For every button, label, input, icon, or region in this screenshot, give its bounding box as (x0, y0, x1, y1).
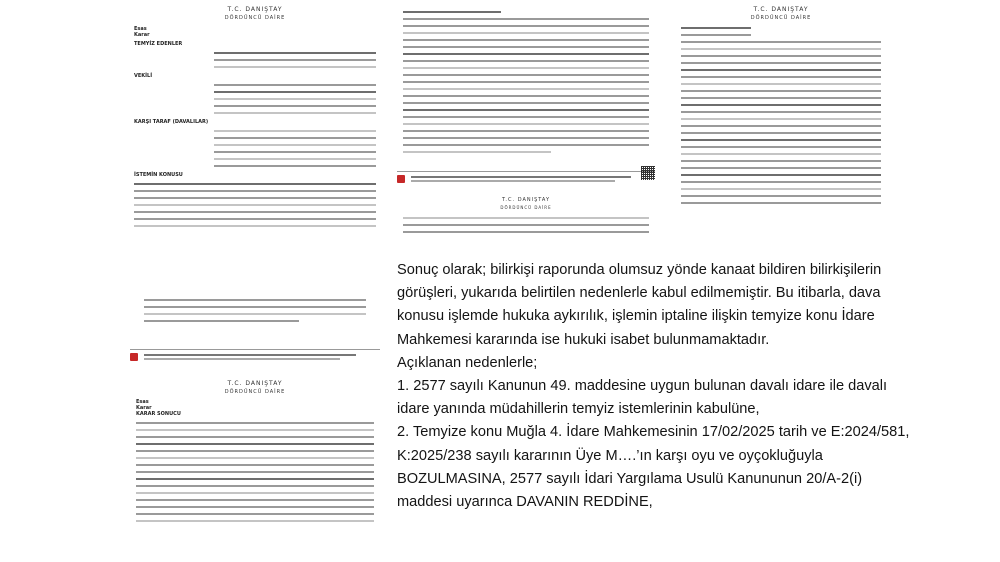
chamber-name-small: DÖRDÜNCÜ DAİRE (500, 205, 552, 210)
label-karsi-taraf: KARŞI TARAF (DAVALILAR) (134, 119, 209, 125)
decision-excerpt (397, 259, 917, 514)
document-scan-page-2 (391, 0, 661, 190)
court-header-small: T.C. DANIŞTAY (501, 197, 551, 203)
chamber-name: DÖRDÜNCÜ DAİRE (224, 15, 286, 21)
court-header: T.C. DANIŞTAY (227, 6, 283, 13)
label-karar: Karar (134, 32, 150, 38)
label-esas-lower: Esas (136, 399, 149, 405)
chamber-name-right: DÖRDÜNCÜ DAİRE (750, 15, 812, 21)
label-temyiz-edenler: TEMYİZ EDENLER (134, 41, 183, 47)
ruling-item-1: 1. 2577 sayılı Kanunun 49. maddesine uygun bulunan davalı idare ile davalı idare yanında müdahillerin temyiz istemlerinin kabulüne, (397, 378, 888, 418)
document-scan-page-6 (124, 374, 386, 562)
page-footer (397, 171, 655, 186)
document-scan-page-5 (124, 290, 386, 368)
uyap-logo-icon (397, 175, 405, 183)
chamber-name-lower: DÖRDÜNCÜ DAİRE (224, 389, 286, 395)
label-vekili: VEKİLİ (134, 73, 153, 79)
conclusion-paragraph: Sonuç olarak; bilirkişi raporunda olumsuz yönde kanaat bildiren bilirkişilerin görüşleri, yukarıda belirtilen nedenlerle kabul edilmemiştir. Bu itibarla, dava konusu işlemde hukuka aykırılık, işlemin iptaline ilişkin temyize konu İdare Mahkemesi kararında ise hukuki isabet bulunmamaktadır. (397, 262, 882, 348)
ruling-item-2: 2. Temyize konu Muğla 4. İdare Mahkemesinin 17/02/2025 tarih ve E:2024/581, K:2025/238 sayılı kararının Üye M….’ın karşı oyu ve oyçokluğuyla BOZULMASINA, 2577 sayılı İdari Yargılama Usulü Kanununun 20/A-2(i) maddesi uyarınca DAVANIN REDDİNE, (397, 424, 910, 511)
document-scan-page-1 (124, 0, 386, 242)
label-karar-lower: Karar (136, 405, 152, 411)
label-karar-sonucu: KARAR SONUCU (136, 411, 181, 417)
uyap-logo-icon-5 (130, 353, 138, 361)
court-header-lower: T.C. DANIŞTAY (227, 380, 283, 387)
page-footer-5 (130, 349, 380, 364)
qr-code-icon (641, 166, 655, 180)
document-scan-page-3 (391, 192, 661, 244)
document-scan-page-4 (671, 0, 891, 248)
label-esas: Esas (134, 26, 147, 32)
court-header-right: T.C. DANIŞTAY (753, 6, 809, 13)
reasons-intro: Açıklanan nedenlerle; (397, 354, 538, 371)
label-istemin-konusu: İSTEMİN KONUSU (134, 172, 183, 178)
